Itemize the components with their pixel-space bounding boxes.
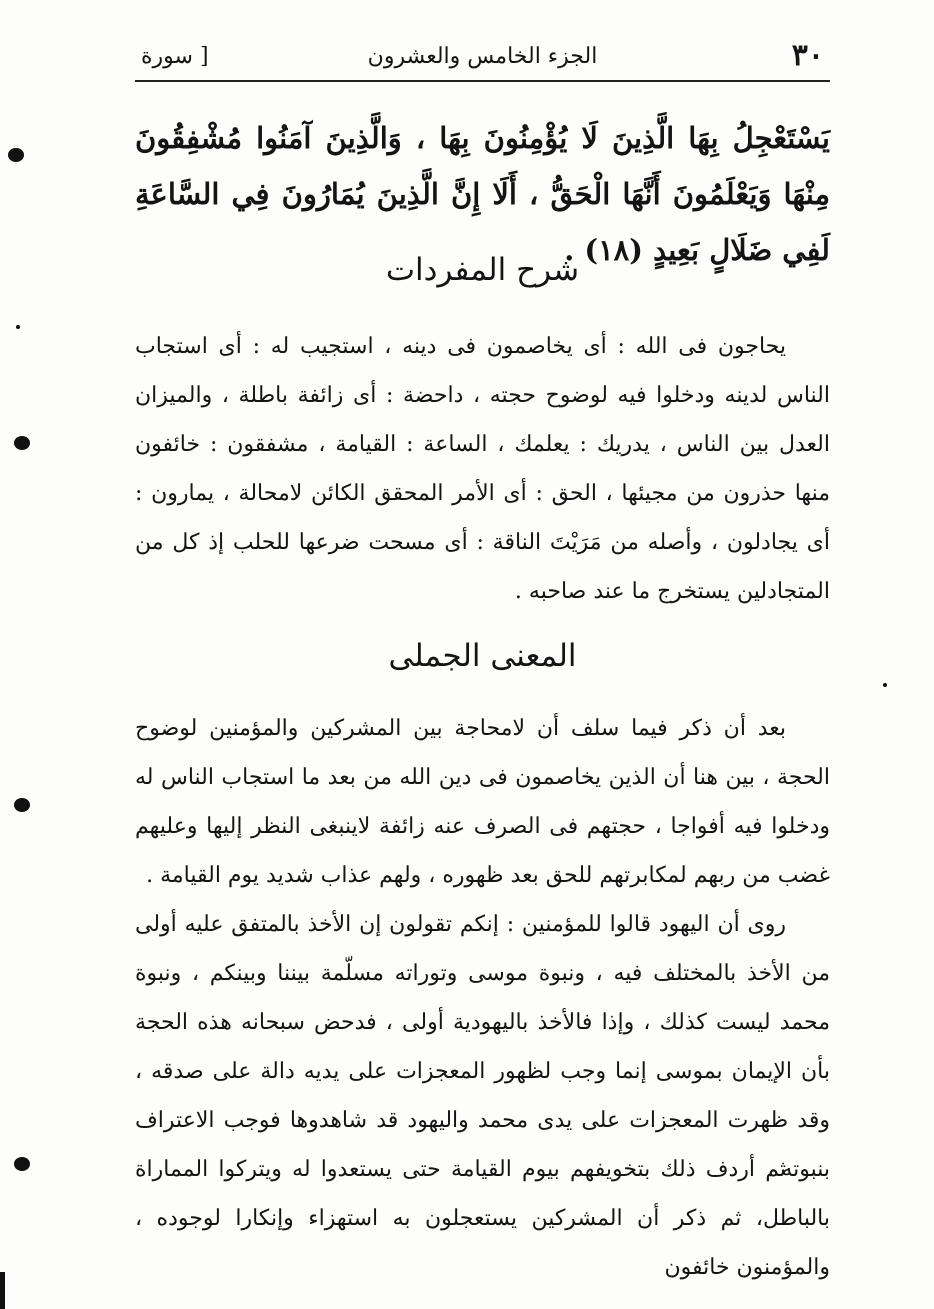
speck-mark xyxy=(16,325,20,329)
binding-hole-mark xyxy=(8,148,24,162)
quran-verse: يَسْتَعْجِلُ بِهَا الَّذِينَ لَا يُؤْمِنُونَ بِهَا ، وَالَّذِينَ آمَنُوا مُشْفِقُونَ مِنْهَا وَيَعْلَمُونَ أَنَّهَا الْحَقُّ ، أَلَا إِنَّ الَّذِينَ يُمَارُونَ فِي السَّاعَةِ لَفِي ضَلَالٍ بَعِيدٍ (١٨) . xyxy=(135,121,830,267)
binding-hole-mark xyxy=(14,798,30,812)
header-rule xyxy=(135,80,830,82)
page-header xyxy=(135,38,830,82)
surah-label: [ سورة xyxy=(141,44,209,69)
summary-paragraph-2: روى أن اليهود قالوا للمؤمنين : إنكم تقولون إن الأخذ بالمتفق عليه أولى من الأخذ بالمختلف فيه ، ونبوة موسى وتوراته مسلّمة بيننا وبينكم ، ونبوة محمد ليست كذلك ، وإذا فالأخذ باليهودية أولى ، فدحض سبحانه هذه الحجة بأن الإيمان بموسى إنما وجب لظهور المعجزات على يديه دالة على صدقه ، وقد ظهرت المعجزات على يدى محمد واليهود قد شاهدوها فوجب الاعتراف بنبوته . xyxy=(135,912,830,1182)
summary-heading: المعنى الجملى xyxy=(388,638,577,674)
page-edge-shadow xyxy=(0,1272,5,1309)
summary-paragraph-3: ثم أردف ذلك بتخويفهم بيوم القيامة حتى يستعدوا له ويتركوا المماراة بالباطل، ثم ذكر أن المشركين يستعجلون به استهزاء وإنكارا لوجوده ، والمؤمنون خائفون xyxy=(135,1157,830,1280)
speck-mark xyxy=(883,683,887,687)
vocab-paragraph: يحاجون فى الله : أى يخاصمون فى دينه ، استجيب له : أى استجاب الناس لدينه ودخلوا فيه لوضوح حجته ، داحضة : أى زائفة باطلة ، والميزان العدل بين الناس ، يدريك : يعلمك ، الساعة : القيامة ، مشفقون : خائفون منها حذرون من مجيئها ، الحق : أى الأمر المحقق الكائن لامحالة ، يمارون : أى يجادلون ، وأصله من مَرَيْتَ الناقة : أى مسحت ضرعها للحلب إذ كل من المتجادلين يستخرج ما عند صاحبه . xyxy=(135,334,830,604)
binding-hole-mark xyxy=(14,436,30,450)
running-title: الجزء الخامس والعشرون xyxy=(367,44,598,69)
summary-paragraph-1: بعد أن ذكر فيما سلف أن لامحاجة بين المشركين والمؤمنين لوضوح الحجة ، بين هنا أن الذين يخاصمون فى دين الله من بعد ما استجاب الناس له ودخلوا فيه أفواجا ، حجتهم فى الصرف عنه زائفة لاينبغى النظر إليها وعليهم غضب من ربهم لمكابرتهم للحق بعد ظهوره ، ولهم عذاب شديد يوم القيامة . xyxy=(135,716,830,888)
binding-hole-mark xyxy=(14,1157,30,1171)
vocab-heading: شرح المفردات xyxy=(385,252,580,288)
page-number: ٣٠ xyxy=(791,38,824,73)
